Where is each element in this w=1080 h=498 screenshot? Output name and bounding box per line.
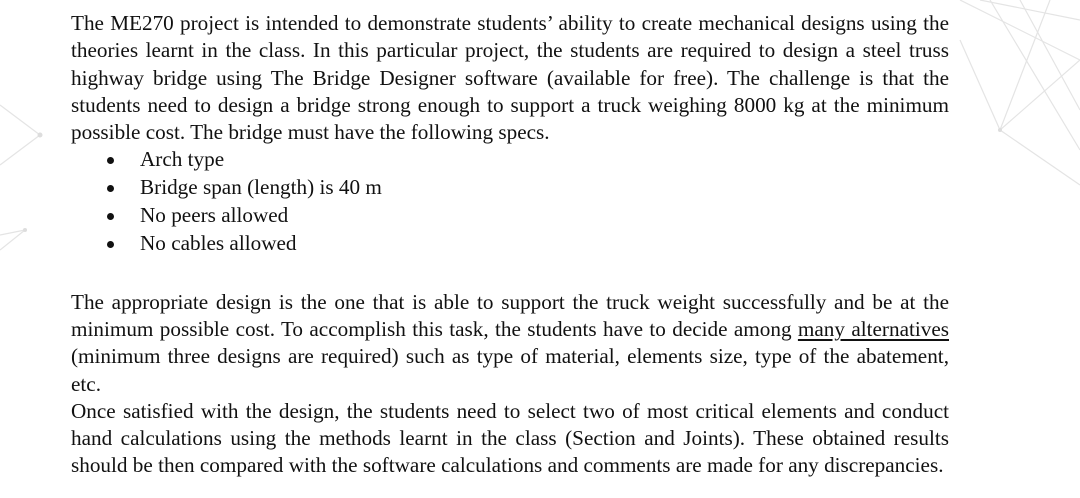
- bullet-icon: [107, 185, 114, 192]
- spec-text: No cables allowed: [140, 230, 297, 255]
- underlined-phrase: many alternatives: [797, 316, 949, 341]
- spec-text: Bridge span (length) is 40 m: [140, 175, 382, 200]
- intro-paragraph: The ME270 project is intended to demonstrate students’ ability to create mechanical designs using the theories learnt in the class. In this particular project, the students are required to design a steel truss highway bridge using The Bridge Designer software (available for free). The challenge is that the students need to design a bridge strong enough to support a truck weighing 8000 kg at the minimum possible cost. The bridge must have the following specs.: [71, 11, 949, 145]
- paragraph-spacer: [71, 258, 949, 289]
- bullet-icon: [107, 213, 114, 220]
- spec-text: Arch type: [140, 147, 225, 172]
- specs-list: [71, 146, 949, 257]
- document-body: [71, 10, 949, 480]
- list-item: [71, 230, 949, 258]
- spec-text: No peers allowed: [140, 203, 289, 228]
- calculation-paragraph: Once satisfied with the design, the students need to select two of most critical elements and conduct hand calculations using the methods learnt in the class (Section and Joints). These obtained results should be then compared with the software calculations and comments are made for any discrepancies.: [71, 398, 949, 478]
- list-item: [71, 174, 949, 202]
- list-item: [71, 146, 949, 174]
- bullet-icon: [107, 241, 114, 248]
- design-paragraph: [71, 289, 949, 398]
- design-text-before: The appropriate design is the one that is able to support the truck weight successfully and be at the minimum possible cost. To accomplish this task, the students have to decide among: [71, 289, 949, 341]
- design-text-after: (minimum three designs are required) such as type of material, elements size, type of the abatement, etc.: [71, 344, 949, 396]
- bullet-icon: [107, 157, 114, 164]
- list-item: [71, 202, 949, 230]
